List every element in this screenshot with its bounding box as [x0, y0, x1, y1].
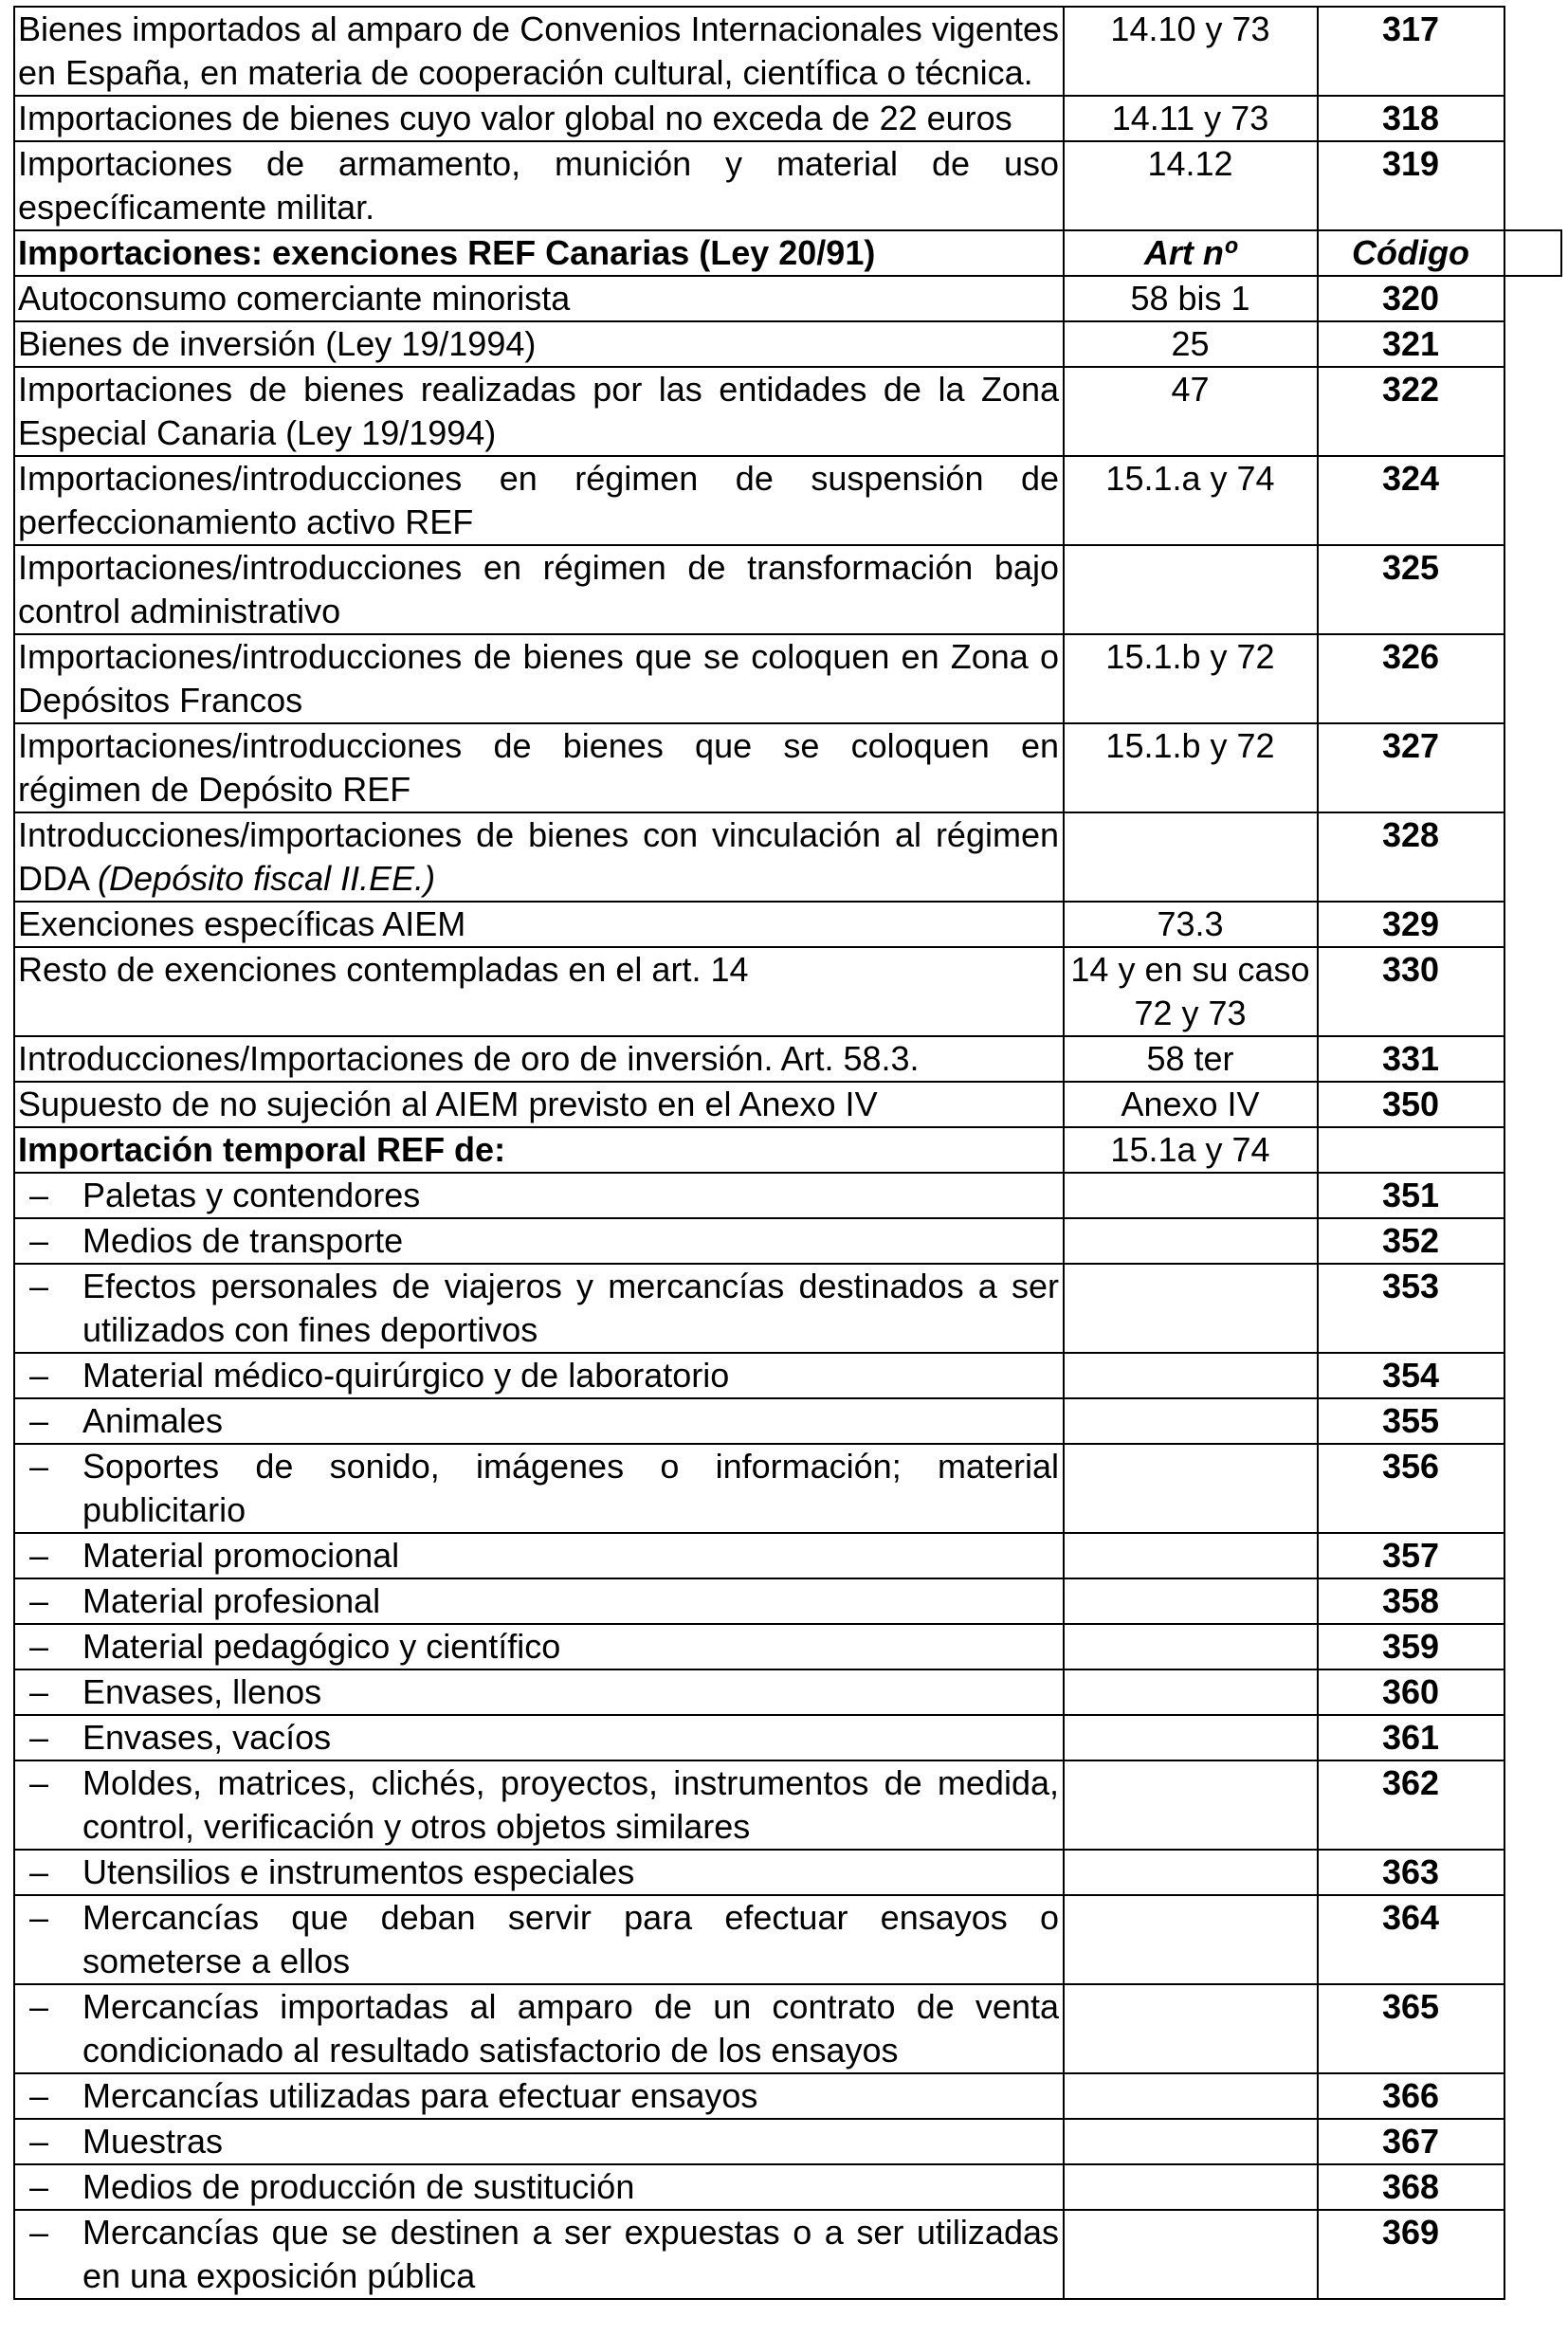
- blank-cell: [1504, 1850, 1561, 1895]
- row-code: 368: [1318, 2164, 1504, 2210]
- row-description-text: Envases, vacíos: [82, 1718, 332, 1757]
- row-description: Introducciones/Importaciones de oro de inversión. Art. 58.3.: [14, 1036, 1064, 1082]
- blank-cell: [1504, 1264, 1561, 1353]
- row-description-text: Paletas y contendores: [82, 1176, 421, 1214]
- dash-item: [18, 1265, 1059, 1352]
- row-code: 359: [1318, 1624, 1504, 1669]
- row-description: [14, 1218, 1064, 1264]
- row-description-text: Material médico-quirúrgico y de laboratorio: [82, 1356, 730, 1395]
- row-code: 358: [1318, 1578, 1504, 1624]
- blank-cell: [1504, 321, 1561, 367]
- row-article: 73.3: [1064, 902, 1318, 947]
- blank-cell: [1504, 1715, 1561, 1760]
- row-article: [1064, 2164, 1318, 2210]
- blank-cell: [1504, 545, 1561, 634]
- blank-cell: [1504, 2164, 1561, 2210]
- row-description: [14, 1578, 1064, 1624]
- section-article: 15.1a y 74: [1064, 1127, 1318, 1173]
- table-row: [14, 2119, 1561, 2164]
- table-row: [14, 1173, 1561, 1218]
- row-code: 326: [1318, 634, 1504, 723]
- table-row: [14, 1218, 1561, 1264]
- blank-cell: [1504, 1036, 1561, 1082]
- blank-cell: [1504, 141, 1561, 230]
- dash-bullet: –: [29, 1581, 49, 1620]
- dash-bullet: –: [29, 1536, 49, 1575]
- row-code: 369: [1318, 2210, 1504, 2299]
- table-row: [14, 1533, 1561, 1578]
- table-row: [14, 634, 1561, 723]
- table-row: [14, 1264, 1561, 1353]
- row-article: [1064, 1264, 1318, 1353]
- table-row: [14, 276, 1561, 321]
- blank-cell: [1504, 1624, 1561, 1669]
- blank-cell: [1504, 812, 1561, 902]
- row-description: Importaciones/introducciones en régimen de suspensión de perfeccionamiento activo REF: [14, 456, 1064, 545]
- row-code: 331: [1318, 1036, 1504, 1082]
- row-code: 319: [1318, 141, 1504, 230]
- row-code: 357: [1318, 1533, 1504, 1578]
- row-code: 352: [1318, 1218, 1504, 1264]
- row-article: 15.1.a y 74: [1064, 456, 1318, 545]
- blank-cell: [1504, 1218, 1561, 1264]
- row-description-text: Soportes de sonido, imágenes o información; material publicitario: [82, 1447, 1059, 1529]
- row-code: 327: [1318, 723, 1504, 812]
- blank-cell: [1504, 1082, 1561, 1127]
- dash-item: [18, 1399, 1059, 1443]
- dash-item: [18, 1761, 1059, 1849]
- row-description: Supuesto de no sujeción al AIEM previsto en el Anexo IV: [14, 1082, 1064, 1127]
- blank-cell: [1504, 1127, 1561, 1173]
- row-article: 14 y en su caso 72 y 73: [1064, 947, 1318, 1036]
- row-code: 365: [1318, 1984, 1504, 2073]
- row-article: [1064, 1444, 1318, 1533]
- row-code: 322: [1318, 367, 1504, 456]
- table-body: [14, 7, 1561, 2299]
- document-page: [13, 6, 1568, 2300]
- table-row: [14, 1895, 1561, 1984]
- row-code: 353: [1318, 1264, 1504, 1353]
- table-row: [14, 456, 1561, 545]
- dash-bullet: –: [29, 2076, 49, 2115]
- table-row: [14, 723, 1561, 812]
- dash-item: [18, 1579, 1059, 1623]
- row-description: Bienes importados al amparo de Convenios Internacionales vigentes en España, en materia de cooperación cultural, científica o técnica.: [14, 7, 1064, 96]
- table-row: [14, 96, 1561, 141]
- row-description: Importaciones de armamento, munición y material de uso específicamente militar.: [14, 141, 1064, 230]
- row-description: [14, 1533, 1064, 1578]
- row-article: 14.12: [1064, 141, 1318, 230]
- blank-cell: [1504, 1760, 1561, 1850]
- row-code: 318: [1318, 96, 1504, 141]
- row-description: [14, 1850, 1064, 1895]
- dash-item: [18, 1174, 1059, 1217]
- dash-bullet: –: [29, 2213, 49, 2252]
- row-description: Bienes de inversión (Ley 19/1994): [14, 321, 1064, 367]
- dash-bullet: –: [29, 1852, 49, 1891]
- row-article: [1064, 1760, 1318, 1850]
- row-description: [14, 812, 1064, 902]
- row-description: [14, 1984, 1064, 2073]
- table-row: [14, 1624, 1561, 1669]
- row-code: 362: [1318, 1760, 1504, 1850]
- row-code: 317: [1318, 7, 1504, 96]
- row-article: [1064, 1173, 1318, 1218]
- table-row: [14, 1715, 1561, 1760]
- table-row: [14, 367, 1561, 456]
- blank-cell: [1504, 2210, 1561, 2299]
- row-code: 324: [1318, 456, 1504, 545]
- row-code: 350: [1318, 1082, 1504, 1127]
- header-description: Importaciones: exenciones REF Canarias (Ley 20/91): [14, 230, 1064, 276]
- exemption-codes-table: [13, 6, 1562, 2300]
- row-description: Exenciones específicas AIEM: [14, 902, 1064, 947]
- row-code: 329: [1318, 902, 1504, 947]
- row-description: Importaciones/introducciones de bienes que se coloquen en régimen de Depósito REF: [14, 723, 1064, 812]
- row-article: [1064, 1624, 1318, 1669]
- row-description-text: Material pedagógico y científico: [82, 1627, 561, 1666]
- row-description-text: Mercancías que se destinen a ser expuestas o a ser utilizadas en una exposición pública: [82, 2213, 1059, 2295]
- row-code: 367: [1318, 2119, 1504, 2164]
- table-row: [14, 1984, 1561, 2073]
- blank-cell: [1504, 1895, 1561, 1984]
- row-code: 325: [1318, 545, 1504, 634]
- row-code: 351: [1318, 1173, 1504, 1218]
- dash-item: [18, 1985, 1059, 2072]
- row-description-text: Mercancías utilizadas para efectuar ensayos: [82, 2076, 758, 2115]
- table-row: [14, 2073, 1561, 2119]
- row-article: 14.10 y 73: [1064, 7, 1318, 96]
- row-code: 361: [1318, 1715, 1504, 1760]
- blank-cell: [1504, 7, 1561, 96]
- dash-bullet: –: [29, 1718, 49, 1757]
- row-description: [14, 1353, 1064, 1398]
- row-article: [1064, 1218, 1318, 1264]
- row-article: [1064, 1669, 1318, 1715]
- row-description-text: Utensilios e instrumentos especiales: [82, 1852, 635, 1891]
- row-code: 364: [1318, 1895, 1504, 1984]
- row-description: [14, 1173, 1064, 1218]
- row-description: [14, 2210, 1064, 2299]
- dash-bullet: –: [29, 2167, 49, 2206]
- row-code: 320: [1318, 276, 1504, 321]
- table-header-row: [14, 230, 1561, 276]
- row-code: 321: [1318, 321, 1504, 367]
- blank-cell: [1504, 723, 1561, 812]
- table-row: [14, 812, 1561, 902]
- dash-item: [18, 2074, 1059, 2118]
- row-article: [1064, 1533, 1318, 1578]
- row-article: [1064, 1984, 1318, 2073]
- row-article: [1064, 2119, 1318, 2164]
- row-description-text: Material promocional: [82, 1536, 400, 1575]
- row-article: 25: [1064, 321, 1318, 367]
- row-article: [1064, 2073, 1318, 2119]
- row-description: [14, 1624, 1064, 1669]
- blank-cell: [1504, 1398, 1561, 1444]
- section-row: [14, 1127, 1561, 1173]
- blank-cell: [1504, 1444, 1561, 1533]
- table-row: [14, 321, 1561, 367]
- row-description-text: Material profesional: [82, 1581, 381, 1620]
- row-description: Importaciones de bienes realizadas por las entidades de la Zona Especial Canaria (Ley 19/1994): [14, 367, 1064, 456]
- dash-item: [18, 2211, 1059, 2298]
- row-code: 356: [1318, 1444, 1504, 1533]
- row-description: [14, 1760, 1064, 1850]
- row-description-text: Mercancías que deban servir para efectuar ensayos o someterse a ellos: [82, 1898, 1059, 1980]
- dash-bullet: –: [29, 1627, 49, 1666]
- blank-cell: [1504, 2073, 1561, 2119]
- blank-cell: [1504, 1173, 1561, 1218]
- row-description-text: Introducciones/importaciones de bienes con vinculación al régimen DDA: [18, 815, 1059, 898]
- row-article: [1064, 2210, 1318, 2299]
- row-description: [14, 1715, 1064, 1760]
- section-title: Importación temporal REF de:: [14, 1127, 1064, 1173]
- row-article: 14.11 y 73: [1064, 96, 1318, 141]
- dash-item: [18, 1534, 1059, 1578]
- row-article: 58 bis 1: [1064, 276, 1318, 321]
- dash-bullet: –: [29, 1763, 49, 1802]
- blank-cell: [1504, 96, 1561, 141]
- row-description: [14, 1895, 1064, 1984]
- row-description: Autoconsumo comerciante minorista: [14, 276, 1064, 321]
- row-code: 355: [1318, 1398, 1504, 1444]
- table-row: [14, 2164, 1561, 2210]
- row-article: [1064, 1850, 1318, 1895]
- row-description-italic-note: (Depósito fiscal II.EE.): [98, 859, 436, 898]
- row-article: 47: [1064, 367, 1318, 456]
- row-description: Importaciones/introducciones en régimen de transformación bajo control administrativo: [14, 545, 1064, 634]
- blank-cell: [1504, 902, 1561, 947]
- row-description: Importaciones/introducciones de bienes que se coloquen en Zona o Depósitos Francos: [14, 634, 1064, 723]
- dash-item: [18, 1625, 1059, 1669]
- table-row: [14, 1353, 1561, 1398]
- row-description-text: Animales: [82, 1401, 224, 1440]
- dash-item: [18, 2165, 1059, 2209]
- row-article: Anexo IV: [1064, 1082, 1318, 1127]
- row-article: [1064, 1578, 1318, 1624]
- row-description-text: Medios de transporte: [82, 1221, 404, 1260]
- dash-bullet: –: [29, 1898, 49, 1937]
- row-article: 15.1.b y 72: [1064, 634, 1318, 723]
- table-row: [14, 1578, 1561, 1624]
- row-description: Importaciones de bienes cuyo valor global no exceda de 22 euros: [14, 96, 1064, 141]
- blank-cell: [1504, 1984, 1561, 2073]
- blank-cell: [1504, 456, 1561, 545]
- dash-item: [18, 1354, 1059, 1397]
- dash-item: [18, 1716, 1059, 1760]
- row-description: [14, 1264, 1064, 1353]
- row-article: 58 ter: [1064, 1036, 1318, 1082]
- blank-cell: [1504, 634, 1561, 723]
- row-article: [1064, 545, 1318, 634]
- table-row: [14, 7, 1561, 96]
- row-code: 330: [1318, 947, 1504, 1036]
- header-article: Art nº: [1064, 230, 1318, 276]
- blank-cell: [1504, 276, 1561, 321]
- dash-bullet: –: [29, 1176, 49, 1214]
- table-row: [14, 2210, 1561, 2299]
- row-description-text: Envases, llenos: [82, 1672, 322, 1711]
- header-code: Código: [1318, 230, 1504, 276]
- row-code: 363: [1318, 1850, 1504, 1895]
- row-description: [14, 1444, 1064, 1533]
- dash-bullet: –: [29, 1356, 49, 1395]
- row-description: [14, 1398, 1064, 1444]
- table-row: [14, 1669, 1561, 1715]
- section-code: [1318, 1127, 1504, 1173]
- row-description-text: Efectos personales de viajeros y mercancías destinados a ser utilizados con fines deportivos: [82, 1267, 1059, 1349]
- table-row: [14, 902, 1561, 947]
- blank-cell: [1504, 1578, 1561, 1624]
- blank-cell: [1504, 2119, 1561, 2164]
- dash-bullet: –: [29, 1672, 49, 1711]
- row-article: 15.1.b y 72: [1064, 723, 1318, 812]
- blank-cell: [1504, 947, 1561, 1036]
- dash-item: [18, 1219, 1059, 1263]
- row-article: [1064, 1353, 1318, 1398]
- row-description-text: Moldes, matrices, clichés, proyectos, instrumentos de medida, control, verificación y otros objetos similares: [82, 1763, 1059, 1846]
- dash-item: [18, 1670, 1059, 1714]
- table-row: [14, 1850, 1561, 1895]
- dash-item: [18, 1445, 1059, 1532]
- dash-item: [18, 2120, 1059, 2163]
- table-row: [14, 1036, 1561, 1082]
- table-row: [14, 545, 1561, 634]
- table-row: [14, 1398, 1561, 1444]
- row-description: [14, 1669, 1064, 1715]
- row-article: [1064, 1715, 1318, 1760]
- dash-bullet: –: [29, 1221, 49, 1260]
- row-description: [14, 2164, 1064, 2210]
- blank-cell: [1504, 1353, 1561, 1398]
- dash-item: [18, 1851, 1059, 1894]
- blank-cell: [1504, 367, 1561, 456]
- row-description: Resto de exenciones contempladas en el art. 14: [14, 947, 1064, 1036]
- header-extra-cell: [1504, 230, 1561, 276]
- table-row: [14, 1760, 1561, 1850]
- row-code: 366: [1318, 2073, 1504, 2119]
- dash-item: [18, 1896, 1059, 1983]
- row-description-text: Mercancías importadas al amparo de un contrato de venta condicionado al resultado satisfactorio de los ensayos: [82, 1987, 1059, 2070]
- row-article: [1064, 1398, 1318, 1444]
- blank-cell: [1504, 1533, 1561, 1578]
- row-description-text: Medios de producción de sustitución: [82, 2167, 635, 2206]
- table-row: [14, 947, 1561, 1036]
- blank-cell: [1504, 1669, 1561, 1715]
- dash-bullet: –: [29, 1447, 49, 1486]
- dash-bullet: –: [29, 1267, 49, 1305]
- dash-bullet: –: [29, 1401, 49, 1440]
- row-description-text: Muestras: [82, 2122, 224, 2161]
- row-description: [14, 2119, 1064, 2164]
- row-code: 354: [1318, 1353, 1504, 1398]
- table-row: [14, 1444, 1561, 1533]
- row-article: [1064, 812, 1318, 902]
- table-row: [14, 1082, 1561, 1127]
- row-code: 360: [1318, 1669, 1504, 1715]
- row-description: [14, 2073, 1064, 2119]
- dash-bullet: –: [29, 1987, 49, 2026]
- row-code: 328: [1318, 812, 1504, 902]
- table-row: [14, 141, 1561, 230]
- dash-bullet: –: [29, 2122, 49, 2161]
- row-article: [1064, 1895, 1318, 1984]
